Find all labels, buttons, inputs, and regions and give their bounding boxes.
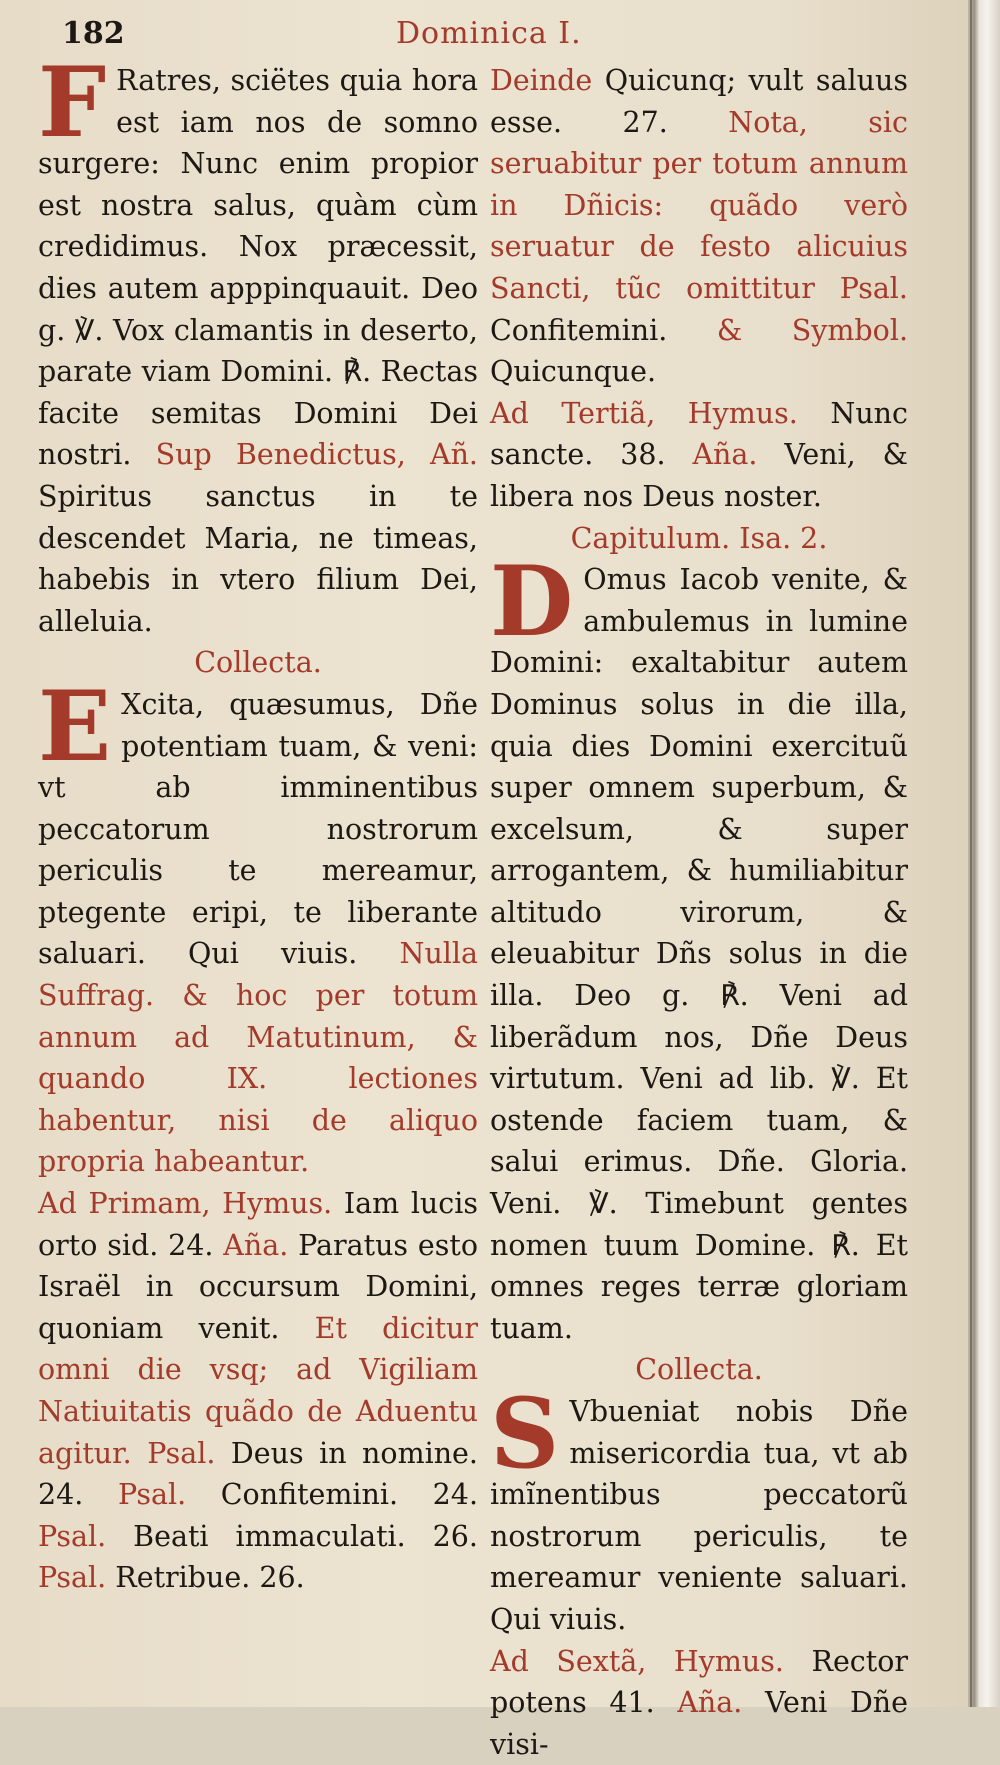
nota-rubric: Nota, sic seruabitur per totum annum in Dñicis: quãdo verò seruatur de festo alicuius Sancti, tũc omittitur Psal.: [490, 105, 908, 305]
vigil-rubric: Et dicitur omni die vsq; ad Vigiliam Natiuitatis quãdo de Aduentu agitur. Psal.: [38, 1311, 479, 1470]
prime-antiphon-rubric: Aña.: [223, 1228, 289, 1262]
terce-antiphon: Veni, & libera nos Deus noster.: [490, 438, 908, 513]
drop-cap-d: D: [490, 545, 574, 659]
terce-hymn: Nunc sancte. 38.: [490, 396, 908, 472]
drop-cap-f: F: [38, 46, 107, 159]
deinde-rubric: Deinde: [490, 64, 593, 97]
psal-rubric-1: Psal.: [117, 1478, 187, 1512]
psalm-beati: Beati immaculati. 26.: [133, 1519, 478, 1553]
versicle-text: Gloria. Veni. ℣. Timebunt gentes nomen tuum Domine. ℟. Et omnes reges terræ gloriam tuam.: [490, 1145, 909, 1345]
benedictus-rubric: Sup Benedictus, Añ.: [155, 438, 478, 472]
psalm-deus-in-nomine: Deus in nomine. 24.: [38, 1436, 478, 1512]
chapter-text: Omus Iacob venite, & ambulemus in lumine Domini: exaltabitur autem Dominus solus in die illa, quia dies Domini exercituũ super omnem superbum, & excelsum, & super arrogantem, & humiliabitur altitudo virorum, & eleuabitur Dñs solus in die illa. Deo g.: [490, 563, 908, 1013]
sext-rubric: Ad Sextã, Hymus.: [490, 1644, 784, 1678]
benedictus-antiphon: Spiritus sanctus in te descendet Maria, ne timeas, habebis in vtero filium Dei, alleluia.: [38, 479, 478, 638]
psalm-confitemini: Confitemini. 24.: [220, 1478, 478, 1512]
collect-text-2: Vbueniat nobis Dñe misericordia tua, vt ab imĩnentibus peccatorũ nostrorum periculis, te mereamur veniente saluari. Qui viuis.: [490, 1395, 908, 1636]
prime-hymn: Iam lucis orto sid. 24.: [38, 1187, 478, 1262]
chapter-reading: [490, 545, 909, 1349]
page-edge: [968, 0, 1000, 1707]
confitemini-text: Confitemini.: [490, 313, 668, 347]
page-header: [0, 16, 968, 56]
collect-heading: Collecta.: [194, 646, 322, 680]
sext-antiphon-rubric: Aña.: [677, 1686, 743, 1720]
prime-section: [38, 1183, 478, 1599]
sext-section: [490, 1641, 908, 1765]
psalm-retribue: Retribue. 26.: [115, 1561, 305, 1595]
terce-antiphon-rubric: Aña.: [692, 438, 758, 472]
terce-section: [490, 393, 908, 518]
psal-rubric-3: Psal.: [38, 1561, 107, 1595]
collect-prayer: [38, 669, 479, 1183]
right-column: [490, 60, 908, 1765]
left-column: [38, 46, 479, 1599]
collect-text: Xcita, quæsumus, Dñe potentiam tuam, & veni: vt ab imminentibus peccatorum nostrorum periculis te mereamur, ptegente eripi, te liberante saluari. Qui viuis.: [38, 687, 478, 971]
drop-cap-e: E: [38, 669, 112, 783]
epistle-reading: [38, 46, 478, 642]
collect-heading-2: Collecta.: [635, 1353, 763, 1387]
prime-antiphon: Paratus esto Israël in occursum Domini, quoniam venit.: [38, 1228, 478, 1345]
quicunque-symbol-text: Quicunque.: [490, 355, 657, 389]
suffrage-rubric: Nulla Suffrag. & hoc per totum annum ad Matutinum, & quando IX. lectiones habentur, nisi de aliquo propria habeantur.: [38, 937, 479, 1179]
running-title: Dominica I.: [396, 16, 582, 51]
sext-hymn: Rector potens 41.: [490, 1644, 909, 1720]
psal-rubric-2: Psal.: [38, 1519, 107, 1553]
prime-rubric: Ad Primam, Hymus.: [38, 1187, 333, 1221]
collect-prayer-2: [490, 1377, 908, 1641]
quicunque-section: [490, 60, 908, 393]
reading-text: Ratres, sciëtes quia hora est iam nos de somno surgere: Nunc enim propior est nostra salus, quàm cùm credidimus. Nox præcessit, dies autem apppinquauit. Deo g. ℣. Vox clamantis in deserto, parate viam Domini. ℟. Rectas facite semitas Domini Dei nostri.: [38, 64, 478, 472]
drop-cap-s: S: [490, 1377, 560, 1490]
responsory-text: ℟. Veni ad liberãdum nos, Dñe Deus virtutum. Veni ad lib. ℣. Et ostende faciem tuam, & salui erimus. Dñe.: [490, 979, 909, 1179]
symbol-rubric: & Symbol.: [716, 313, 909, 347]
page-number: 182: [62, 16, 125, 51]
chapter-heading: Capitulum. Isa. 2.: [570, 521, 828, 555]
quicunque-text: Quicunq; vult saluus esse. 27.: [490, 64, 908, 139]
sext-antiphon: Veni Dñe visi-: [490, 1686, 909, 1761]
terce-rubric: Ad Tertiã, Hymus.: [490, 396, 798, 430]
